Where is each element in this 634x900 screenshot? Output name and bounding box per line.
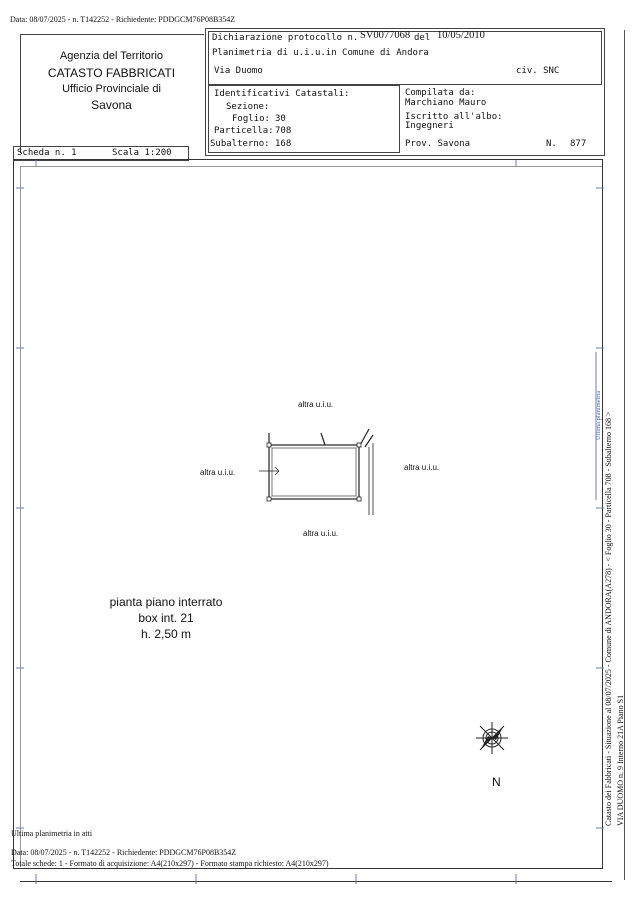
neighbor-label-bottom: altra u.i.u. xyxy=(303,529,339,538)
foglio-label: Foglio: xyxy=(232,114,270,124)
agency-name: Agenzia del Territorio xyxy=(59,50,164,62)
compiled-name: Marchiano Mauro xyxy=(405,98,487,108)
foglio-value: 30 xyxy=(275,114,286,124)
side-stamp-text: Ultima planimetria xyxy=(595,390,602,440)
sheet-number: Scheda n. 1 xyxy=(17,148,77,158)
last-planimetry-note: Ultima planimetria in atti xyxy=(11,829,93,838)
protocol-label: Dichiarazione protocollo n. xyxy=(212,33,359,43)
plan-caption xyxy=(95,594,237,642)
civic-number: civ. SNC xyxy=(516,66,560,76)
particella-value: 708 xyxy=(275,126,292,136)
street-address: Via Duomo xyxy=(214,66,263,76)
north-label: N xyxy=(492,775,501,789)
office-city: Savona xyxy=(91,98,132,112)
neighbor-label-left: altra u.i.u. xyxy=(200,468,236,477)
catasto-title: CATASTO FABBRICATI xyxy=(47,66,176,80)
header-request-line: Data: 08/07/2025 - n. T142252 - Richiedente: PDDGCM76P08B354Z xyxy=(10,15,236,24)
register-value: Ingegneri xyxy=(405,121,454,131)
footer-totals-line: Totale schede: 1 - Formato di acquisizione: A4(210x297) - Formato stampa richiesto: A4(210x297) xyxy=(11,859,329,868)
planimetry-description: Planimetria di u.i.u.in Comune di Andora xyxy=(212,48,429,58)
n-label: N. xyxy=(546,139,557,149)
subalterno-value: 168 xyxy=(275,139,292,149)
protocol-date: 10/05/2010 xyxy=(437,30,485,41)
province-label: Prov. Savona xyxy=(405,139,471,149)
caption-box: box int. 21 xyxy=(138,611,194,625)
n-value: 877 xyxy=(570,139,587,149)
office-label: Ufficio Provinciale di xyxy=(62,83,161,95)
sheet-scale: Scala 1:200 xyxy=(112,148,172,158)
neighbor-label-top: altra u.i.u. xyxy=(298,400,334,409)
footer-request-line: Data: 08/07/2025 - n. T142252 - Richiedente: PDDGCM76P08B354Z xyxy=(11,848,237,857)
particella-label: Particella: xyxy=(214,126,274,136)
floor-plan xyxy=(255,425,385,520)
side-address-text: VIA DUOMO n. 9 Interno 21A Piano S1 xyxy=(616,694,625,826)
caption-height: h. 2,50 m xyxy=(140,627,192,641)
side-situation-text: Catasto dei Fabbricati - Situazione al 08/07/2025 - Comune di ANDORA(A278) - < Foglio 30 - Particella 708 - Subalterno 168 > xyxy=(604,411,613,826)
register-label: Iscritto all'albo: xyxy=(405,112,503,122)
sezione-label: Sezione: xyxy=(226,102,270,112)
compass-rose-icon xyxy=(472,718,512,758)
protocol-date-label: del xyxy=(414,33,431,43)
compiled-label: Compilata da: xyxy=(405,88,476,98)
neighbor-label-right: altra u.i.u. xyxy=(404,463,440,472)
subalterno-label: Subalterno: xyxy=(210,139,270,149)
caption-floor: pianta piano interrato xyxy=(109,595,223,609)
protocol-number: SV0077068 xyxy=(360,30,411,41)
identifiers-title: Identificativi Catastali: xyxy=(214,89,350,99)
